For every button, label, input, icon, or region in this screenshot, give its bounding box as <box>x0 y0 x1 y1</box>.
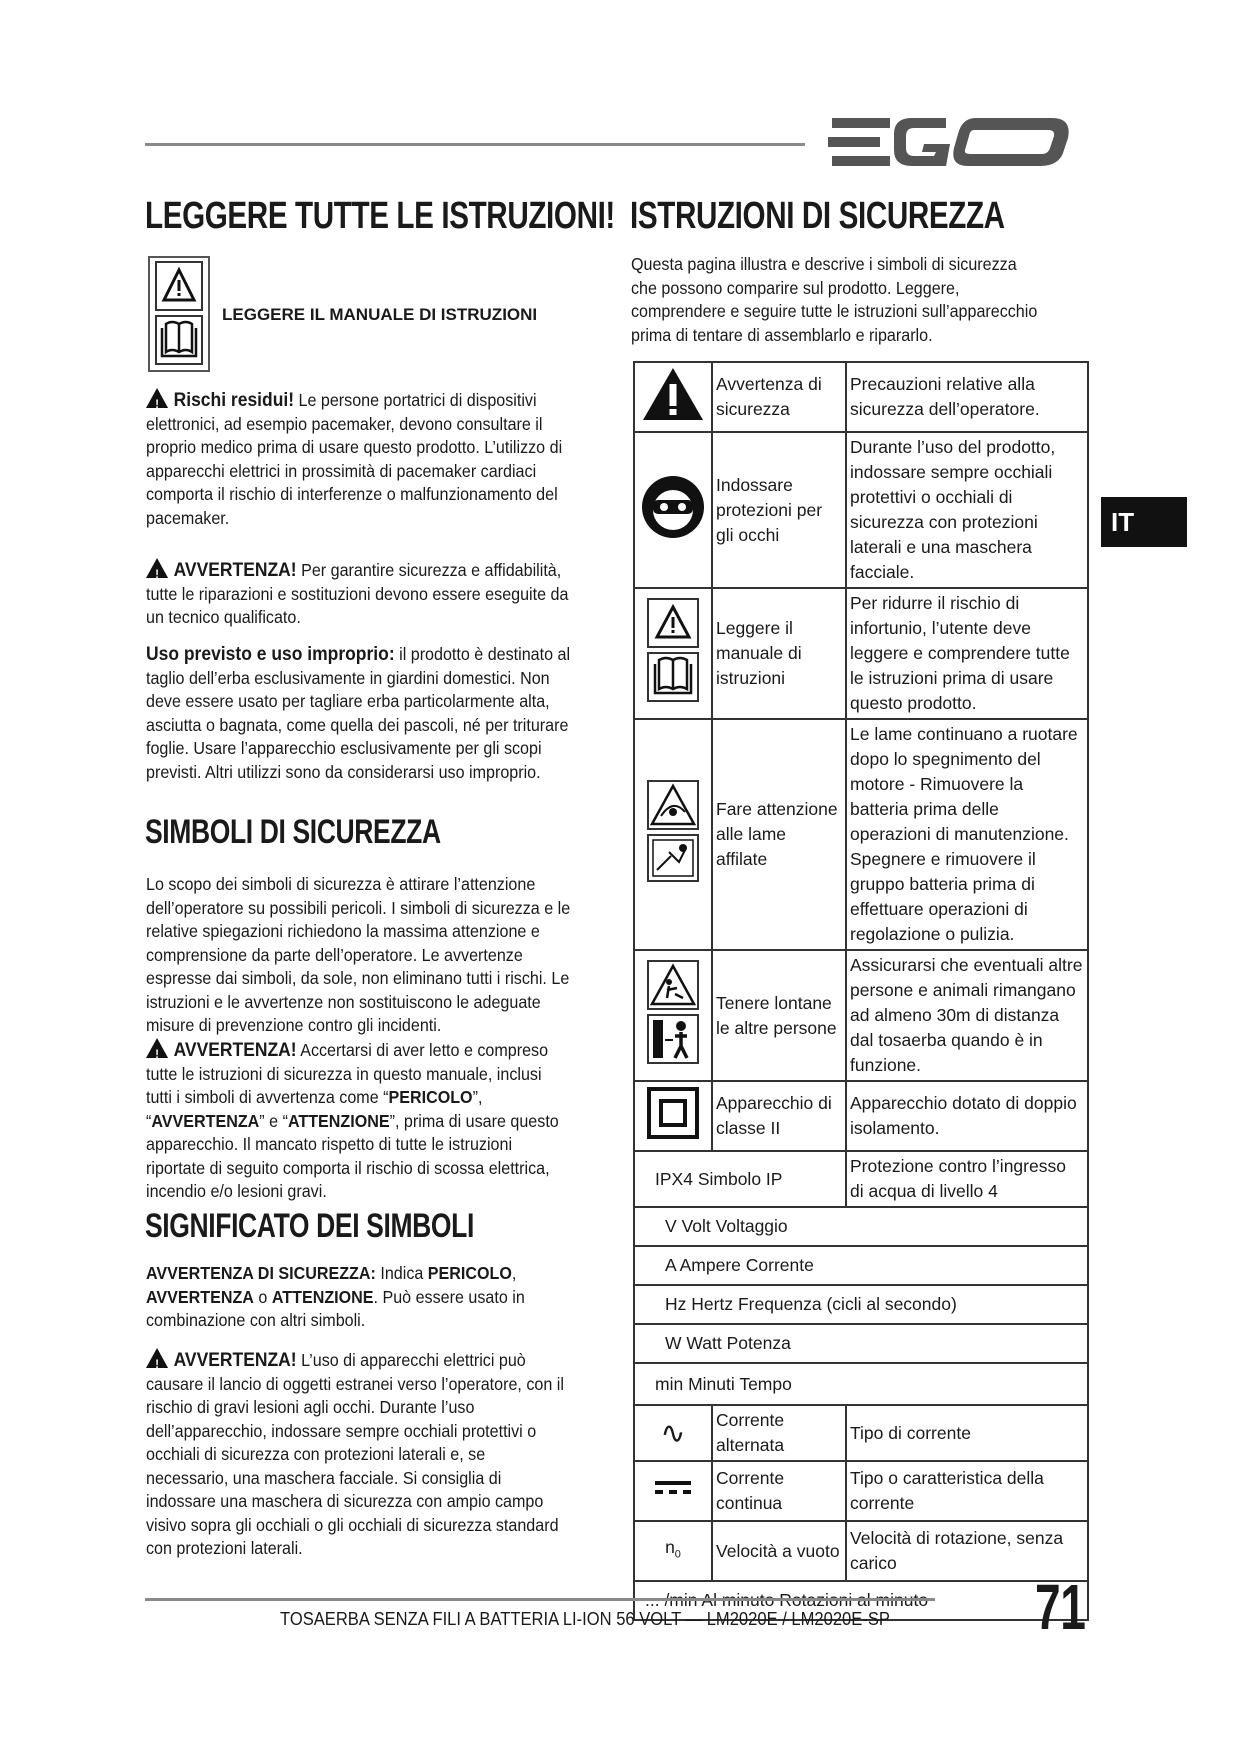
table-row <box>634 1405 1088 1461</box>
table-row <box>634 1363 1088 1405</box>
symbols-table <box>633 361 1089 1621</box>
symbol-desc: Tipo di corrente <box>846 1405 1088 1461</box>
warn2-text-a: Accertarsi di aver letto e compreso tutte le istruzioni di sicurezza in questo manuale, inclusi tutti i simboli di avvertenza come “ <box>146 1040 549 1107</box>
meaning-bold-2: PERICOLO <box>427 1263 512 1283</box>
symbol-desc: Voltaggio <box>715 1216 788 1236</box>
warn1-text: Per garantire sicurezza e affidabilità, tutte le riparazioni e sostituzioni devono essere eseguite da un tecnico qualificato. <box>146 560 569 627</box>
warning-triangle-icon <box>146 1348 168 1368</box>
left-title: LEGGERE TUTTE LE ISTRUZIONI! <box>145 195 615 237</box>
symbol-name: Apparecchio di classe II <box>712 1081 846 1151</box>
footer-text: TOSAERBA SENZA FILI A BATTERIA LI-ION 56 VOLT — LM2020E / LM2020E-SP <box>280 1609 890 1629</box>
safety-alert-icon <box>641 366 705 422</box>
manual-label: LEGGERE IL MANUALE DI ISTRUZIONI <box>222 305 538 324</box>
warn2-text-e: ”, prima di usare questo apparecchio. Il mancato rispetto di tutte le istruzioni riportate di seguito comporta il rischio di scossa elettrica, incendio e/o lesioni gravi. <box>146 1110 559 1201</box>
symbol-name: Hertz <box>691 1294 734 1314</box>
symbol-cell <box>634 432 712 588</box>
meaning-bold-1: AVVERTENZA DI SICUREZZA: <box>146 1263 376 1283</box>
warning-triangle-icon <box>146 388 168 408</box>
page-number: 71 <box>1035 1571 1086 1643</box>
use-heading: Uso previsto e uso improprio: <box>146 644 395 665</box>
table-row <box>634 1207 1088 1246</box>
warning-read-paragraph <box>146 1038 571 1204</box>
direct-current-icon <box>653 1478 693 1498</box>
symbol-merged-cell <box>634 1207 1088 1246</box>
symbol-desc: Tipo o caratteristica della corrente <box>846 1461 1088 1521</box>
meaning-text-2: , <box>511 1263 517 1283</box>
symbol-code: IPX4 <box>655 1168 693 1189</box>
class-ii-double-insulation-icon <box>645 1085 701 1141</box>
symbol-code: Hz <box>665 1294 687 1314</box>
symbol-code: ∿ <box>634 1405 712 1461</box>
symbol-desc: Corrente <box>745 1255 814 1275</box>
residual-text: Le persone portatrici di dispositivi elettronici, ad esempio pacemaker, devono consultare il proprio medico prima di usare questo prodotto. L’utilizzo di apparecchi elettrici in prossimità di pacemaker cardiaci comporta il rischio di interferenze o malfunzionamento del pacemaker. <box>146 390 563 528</box>
eye-protection-icon <box>640 474 706 540</box>
symbol-desc: Frequenza (cicli al secondo) <box>737 1294 957 1314</box>
symbol-desc: Protezione contro l’ingresso di acqua di livello 4 <box>846 1151 1088 1207</box>
meaning-paragraph <box>146 1262 571 1333</box>
right-intro: Questa pagina illustra e descrive i simboli di sicurezza che possono comparire sul prodotto. Leggere, comprendere e seguire tutte le istruzioni sull’apparecchio prima di tentare di assemblarlo e ripararlo. <box>631 254 1038 345</box>
symbol-name: Tenere lontane le altre persone <box>712 950 846 1081</box>
table-row <box>634 719 1088 950</box>
table-row <box>634 1285 1088 1324</box>
symbol-desc: Durante l’uso del prodotto, indossare sempre occhiali protettivi o occhiali di sicurezza con protezioni laterali e una maschera facciale. <box>846 432 1088 588</box>
warn2-bold-attenzione: ATTENZIONE <box>287 1110 390 1131</box>
warn2-text-d: ” e “ <box>259 1110 288 1131</box>
symbol-desc: Velocità di rotazione, senza carico <box>846 1521 1088 1581</box>
meaning-text-4: . Può essere usato in combinazione con altri simboli. <box>146 1286 525 1330</box>
symbol-cell <box>634 719 712 950</box>
meaning-bold-3: AVVERTENZA <box>146 1286 254 1307</box>
warning-repairs-paragraph <box>146 558 571 630</box>
symbol-desc: Le lame continuano a ruotare dopo lo spegnimento del motore - Rimuovere la batteria prima delle operazioni di manutenzione. Spegnere e rimuovere il gruppo batteria prima di effettuare operazioni di regolazione o pulizia. <box>846 719 1088 950</box>
warn1-heading: AVVERTENZA! <box>173 560 297 581</box>
meaning-text-1: Indica <box>375 1263 428 1283</box>
warn3-heading: AVVERTENZA! <box>173 1350 297 1371</box>
symbol-name: Corrente continua <box>712 1461 846 1521</box>
symbol-code: min <box>655 1373 684 1394</box>
symbol-name: Volt <box>681 1216 711 1236</box>
symbol-name: Watt <box>686 1333 722 1353</box>
symbol-desc: Apparecchio dotato di doppio isolamento. <box>846 1081 1088 1151</box>
symbol-merged-cell <box>634 1246 1088 1285</box>
symbol-cell <box>634 588 712 719</box>
symbol-code: V <box>665 1216 677 1236</box>
symbol-merged-cell <box>634 1324 1088 1363</box>
keep-bystanders-away-icon <box>645 958 701 1066</box>
warning-eyes-paragraph <box>146 1348 571 1561</box>
symbol-cell <box>634 1461 712 1521</box>
warn2-heading: AVVERTENZA! <box>173 1040 297 1061</box>
table-row <box>634 1521 1088 1581</box>
symbol-name: Fare attenzione alle lame affilate <box>712 719 846 950</box>
ego-logo <box>828 112 1088 172</box>
residual-risk-paragraph <box>146 388 571 530</box>
table-row <box>634 1151 1088 1207</box>
symbol-cell <box>634 1081 712 1151</box>
table-row <box>634 1246 1088 1285</box>
read-manual-icon <box>150 258 208 370</box>
intended-use-paragraph <box>146 643 571 784</box>
symbol-merged-cell <box>634 1285 1088 1324</box>
symbol-name: Leggere il manuale di istruzioni <box>712 588 846 719</box>
symbol-code: n <box>665 1536 675 1557</box>
table-row <box>634 362 1088 432</box>
table-row <box>634 1324 1088 1363</box>
footer-rule <box>145 1598 935 1601</box>
header-rule <box>145 143 805 146</box>
symbol-code: W <box>665 1333 682 1353</box>
symbol-cell <box>634 1521 712 1581</box>
warn3-text: L’uso di apparecchi elettrici può causare il lancio di oggetti estranei verso l’operatore, con il rischio di gravi lesioni agli occhi. Durante l’uso dell’apparecchio, indossare sempre occhiali protettivi o occhiali di sicurezza con protezioni laterali e, se necessario, una maschera facciale. Si consiglia di indossare una maschera di sicurezza con ampio campo visivo sopra gli occhiali o gli occhiali di sicurezza standard con protezioni laterali. <box>146 1350 564 1558</box>
meaning-bold-4: ATTENZIONE <box>271 1286 374 1307</box>
symbol-merged-cell <box>634 1151 846 1207</box>
symbols-paragraph <box>146 873 571 1038</box>
table-row <box>634 588 1088 719</box>
symbol-cell <box>634 362 712 432</box>
symbol-name: Corrente alternata <box>712 1405 846 1461</box>
use-text: il prodotto è destinato al taglio dell’erba esclusivamente in giardini domestici. Non deve essere usato per tagliare erba particolarmente alta, asciutta o bagnata, come quella dei pascoli, né per triturare foglie. Usare l’apparecchio esclusivamente per gli scopi previsti. Altri utilizzi sono da considerarsi uso improprio. <box>146 644 571 782</box>
right-title: ISTRUZIONI DI SICUREZZA <box>630 195 1005 237</box>
meaning-title: SIGNIFICATO DEI SIMBOLI <box>145 1207 474 1245</box>
read-manual-icon <box>645 596 701 704</box>
warn2-text-c: ”, “ <box>146 1087 483 1131</box>
symbol-desc: Tempo <box>739 1373 792 1394</box>
warning-triangle-icon <box>146 1038 168 1058</box>
symbol-name: Indossare protezioni per gli occhi <box>712 432 846 588</box>
residual-heading: Rischi residui! <box>173 390 295 411</box>
symbol-name: Minuti <box>688 1373 735 1394</box>
symbol-cell <box>634 950 712 1081</box>
symbol-desc: Precauzioni relative alla sicurezza dell’operatore. <box>846 362 1088 432</box>
symbol-name: Ampere <box>679 1255 741 1275</box>
table-row <box>634 1081 1088 1151</box>
symbol-desc: Potenza <box>726 1333 791 1353</box>
warn2-bold-pericolo: PERICOLO <box>388 1087 473 1107</box>
symbol-name: Simbolo IP <box>697 1168 783 1189</box>
symbol-name: Avvertenza di sicurezza <box>712 362 846 432</box>
table-row <box>634 432 1088 588</box>
language-tab-label: IT <box>1111 507 1135 537</box>
symbol-desc: Assicurarsi che eventuali altre persone e animali rimangano ad almeno 30m di distanza dal tosaerba quando è in funzione. <box>846 950 1088 1081</box>
sharp-blades-icon <box>645 778 701 884</box>
symbol-desc: Per ridurre il rischio di infortunio, l’utente deve leggere e comprendere tutte le istruzioni prima di usare questo prodotto. <box>846 588 1088 719</box>
warn2-bold-avvertenza: AVVERTENZA <box>151 1110 260 1131</box>
symbol-merged-cell <box>634 1363 1088 1405</box>
symbols-text: Lo scopo dei simboli di sicurezza è attirare l’attenzione dell’operatore su possibili pericoli. I simboli di sicurezza e le relative spiegazioni richiedono la massima attenzione e comprensione da parte dell’operatore. Le avvertenze espresse dai simboli, da sole, non eliminano tutti i rischi. Le istruzioni e le avvertenze non sostituiscono le adeguate misure di prevenzione contro gli incidenti. <box>146 874 571 1035</box>
symbols-title: SIMBOLI DI SICUREZZA <box>145 813 441 851</box>
manual-symbol-box <box>148 256 210 372</box>
symbol-code: A <box>665 1255 676 1275</box>
symbol-name: Velocità a vuoto <box>712 1521 846 1581</box>
meaning-text-3: o <box>253 1286 272 1307</box>
warning-triangle-icon <box>146 558 168 578</box>
table-row <box>634 1461 1088 1521</box>
language-tab <box>1101 497 1187 547</box>
symbol-subscript: 0 <box>674 1548 681 1561</box>
table-row <box>634 950 1088 1081</box>
